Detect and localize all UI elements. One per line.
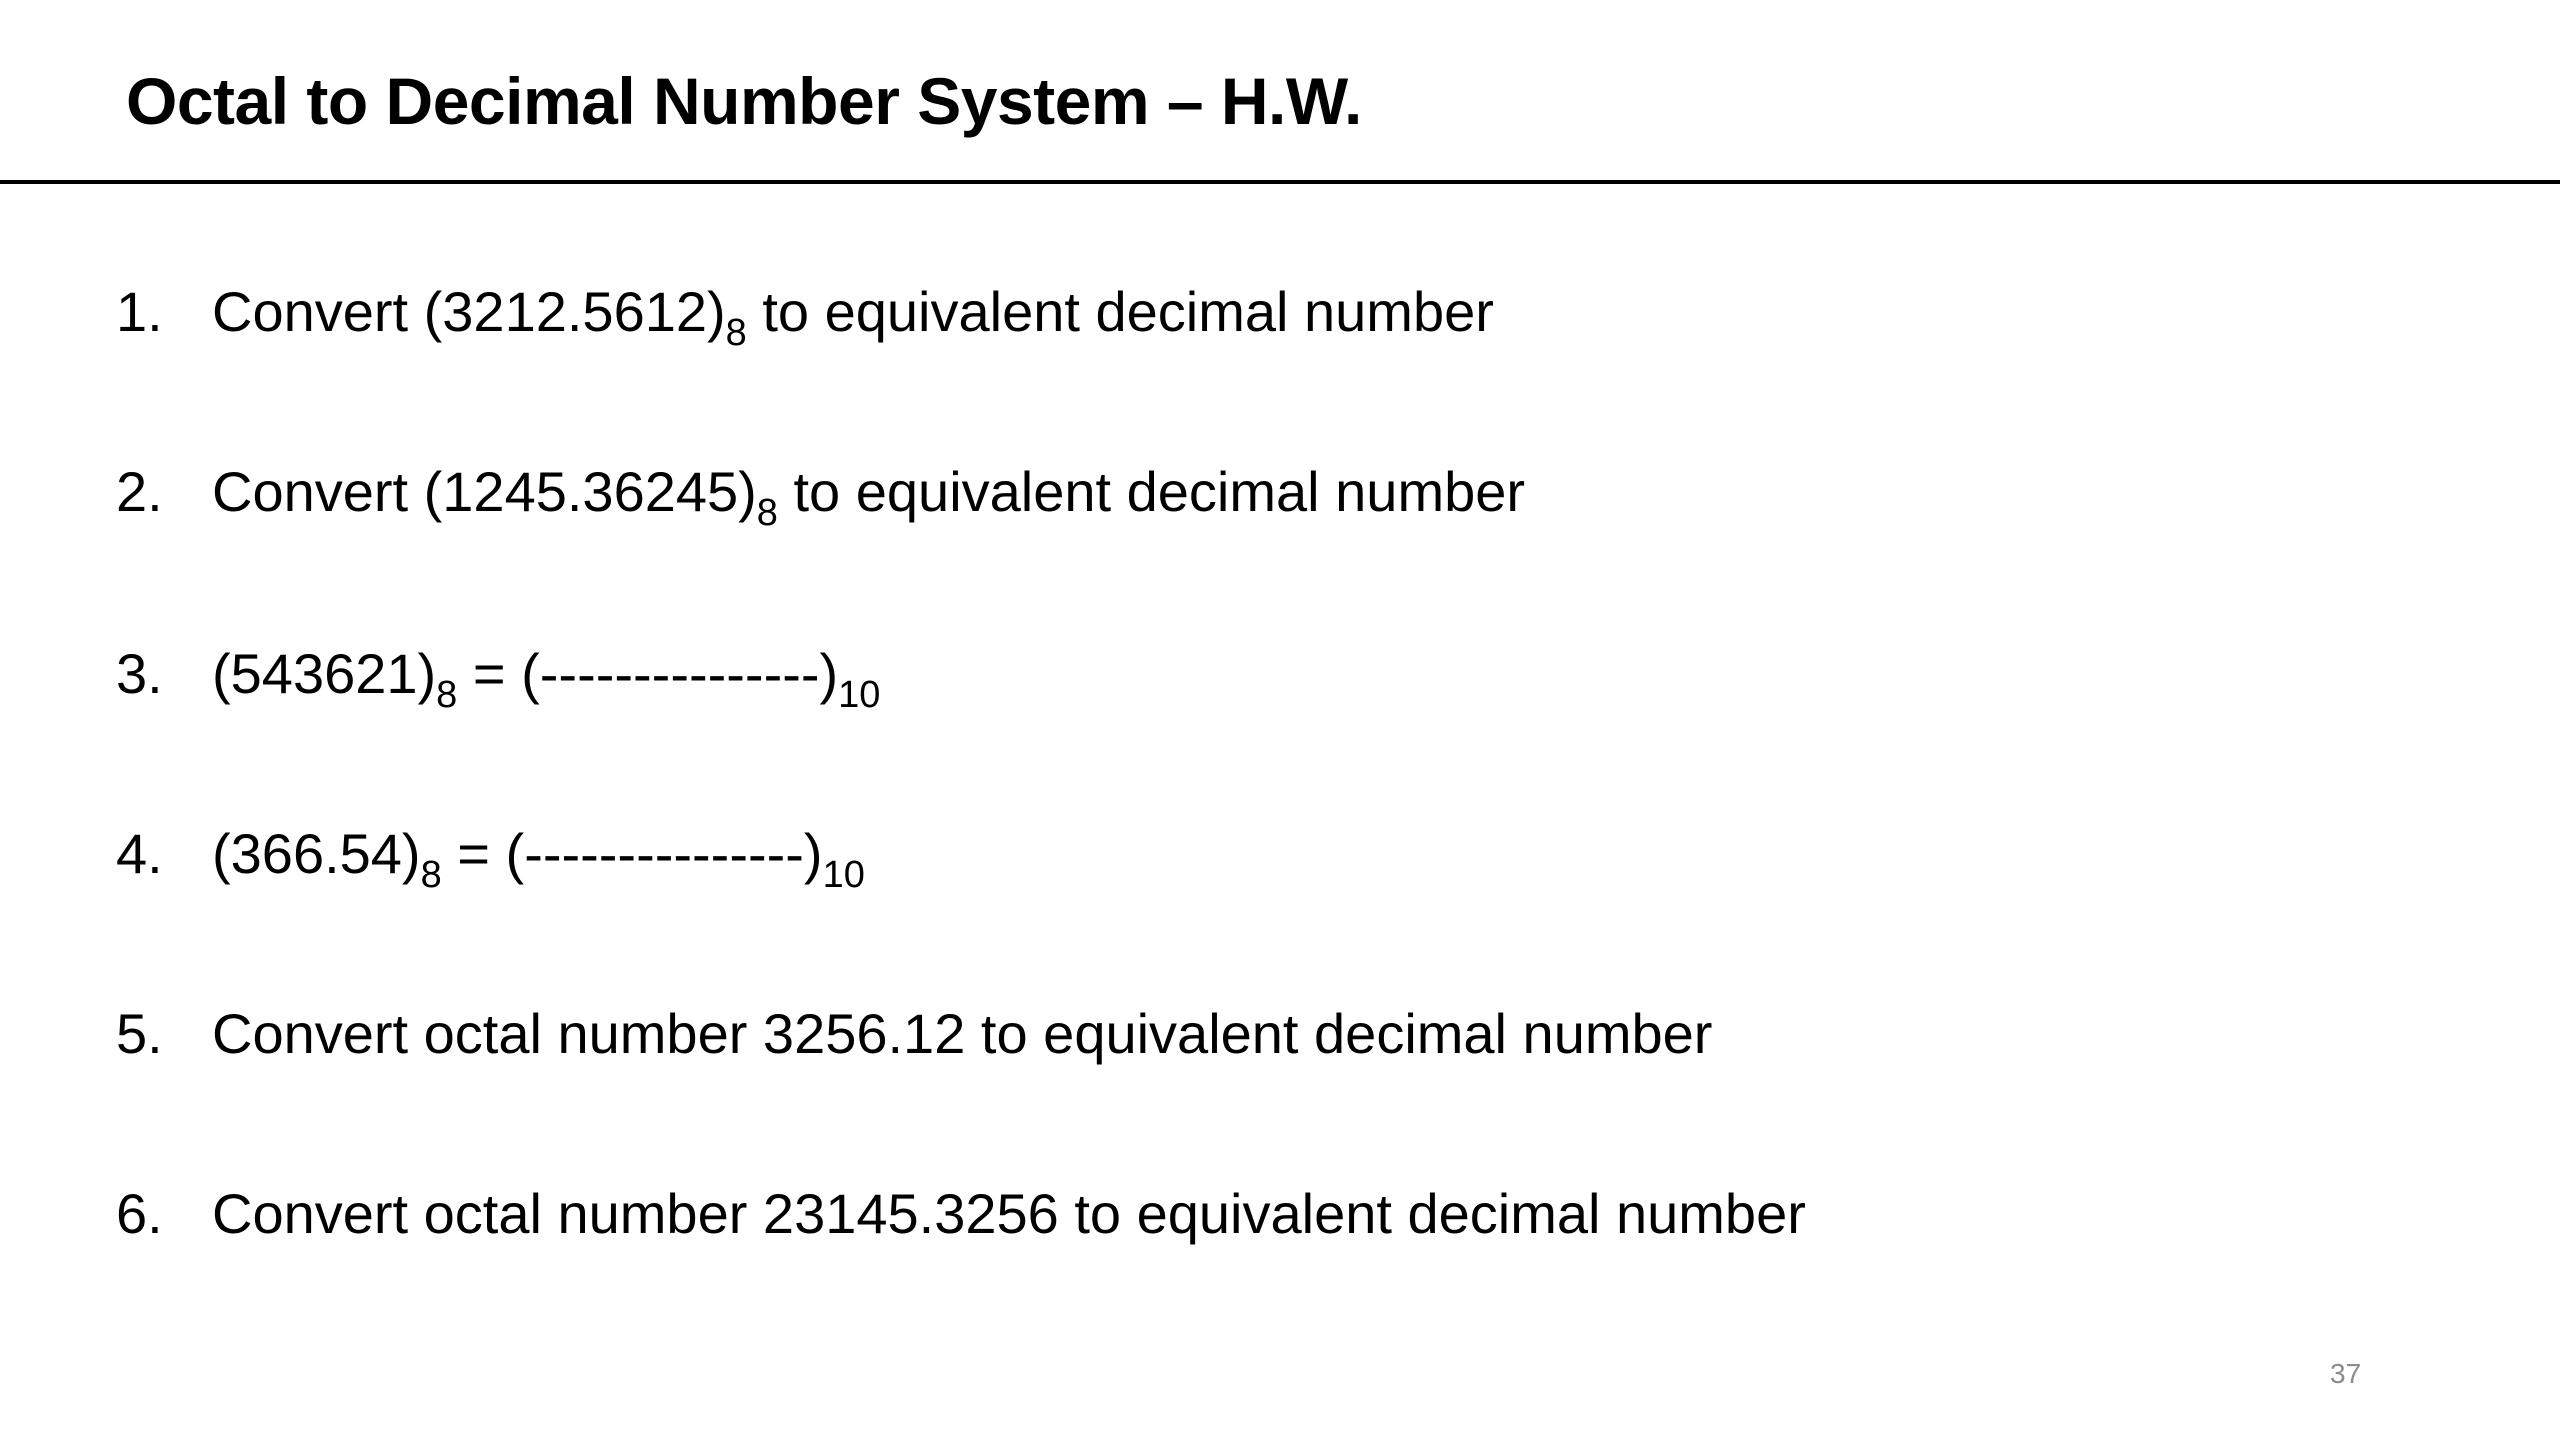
item-text-rest: to equivalent decimal number <box>746 280 1494 343</box>
item-subscript: 8 <box>756 492 778 534</box>
list-item <box>116 1000 1712 1067</box>
item-subscript-base: 10 <box>838 674 881 716</box>
list-item <box>116 820 865 896</box>
item-text: Convert (3212.5612) <box>212 280 726 343</box>
item-subscript: 8 <box>725 312 747 354</box>
title-divider <box>0 180 2560 184</box>
item-text-rest: to equivalent decimal number <box>777 460 1526 523</box>
item-number: 6. <box>116 1182 163 1245</box>
item-subscript: 8 <box>420 854 442 896</box>
item-text-rest: = (---------------) <box>457 642 839 705</box>
item-text: (366.54) <box>212 822 421 885</box>
item-subscript: 8 <box>436 674 458 716</box>
item-text: Convert (1245.36245) <box>212 460 757 523</box>
item-text: (543621) <box>212 642 437 705</box>
item-number: 1. <box>116 280 163 343</box>
item-text-rest: = (---------------) <box>441 822 823 885</box>
item-text: Convert octal number 3256.12 to equivalent decimal number <box>212 1002 1713 1065</box>
item-number: 4. <box>116 822 163 885</box>
list-item <box>116 458 1526 534</box>
item-text: Convert octal number 23145.3256 to equivalent decimal number <box>212 1182 1806 1245</box>
item-number: 5. <box>116 1002 163 1065</box>
item-subscript-base: 10 <box>822 854 865 896</box>
page-number: 37 <box>2330 1358 2362 1389</box>
list-item <box>116 278 1494 354</box>
item-number: 3. <box>116 642 163 705</box>
slide-title: Octal to Decimal Number System – H.W. <box>126 64 1362 138</box>
item-number: 2. <box>116 460 163 523</box>
list-item <box>116 640 881 716</box>
list-item <box>116 1180 1806 1247</box>
